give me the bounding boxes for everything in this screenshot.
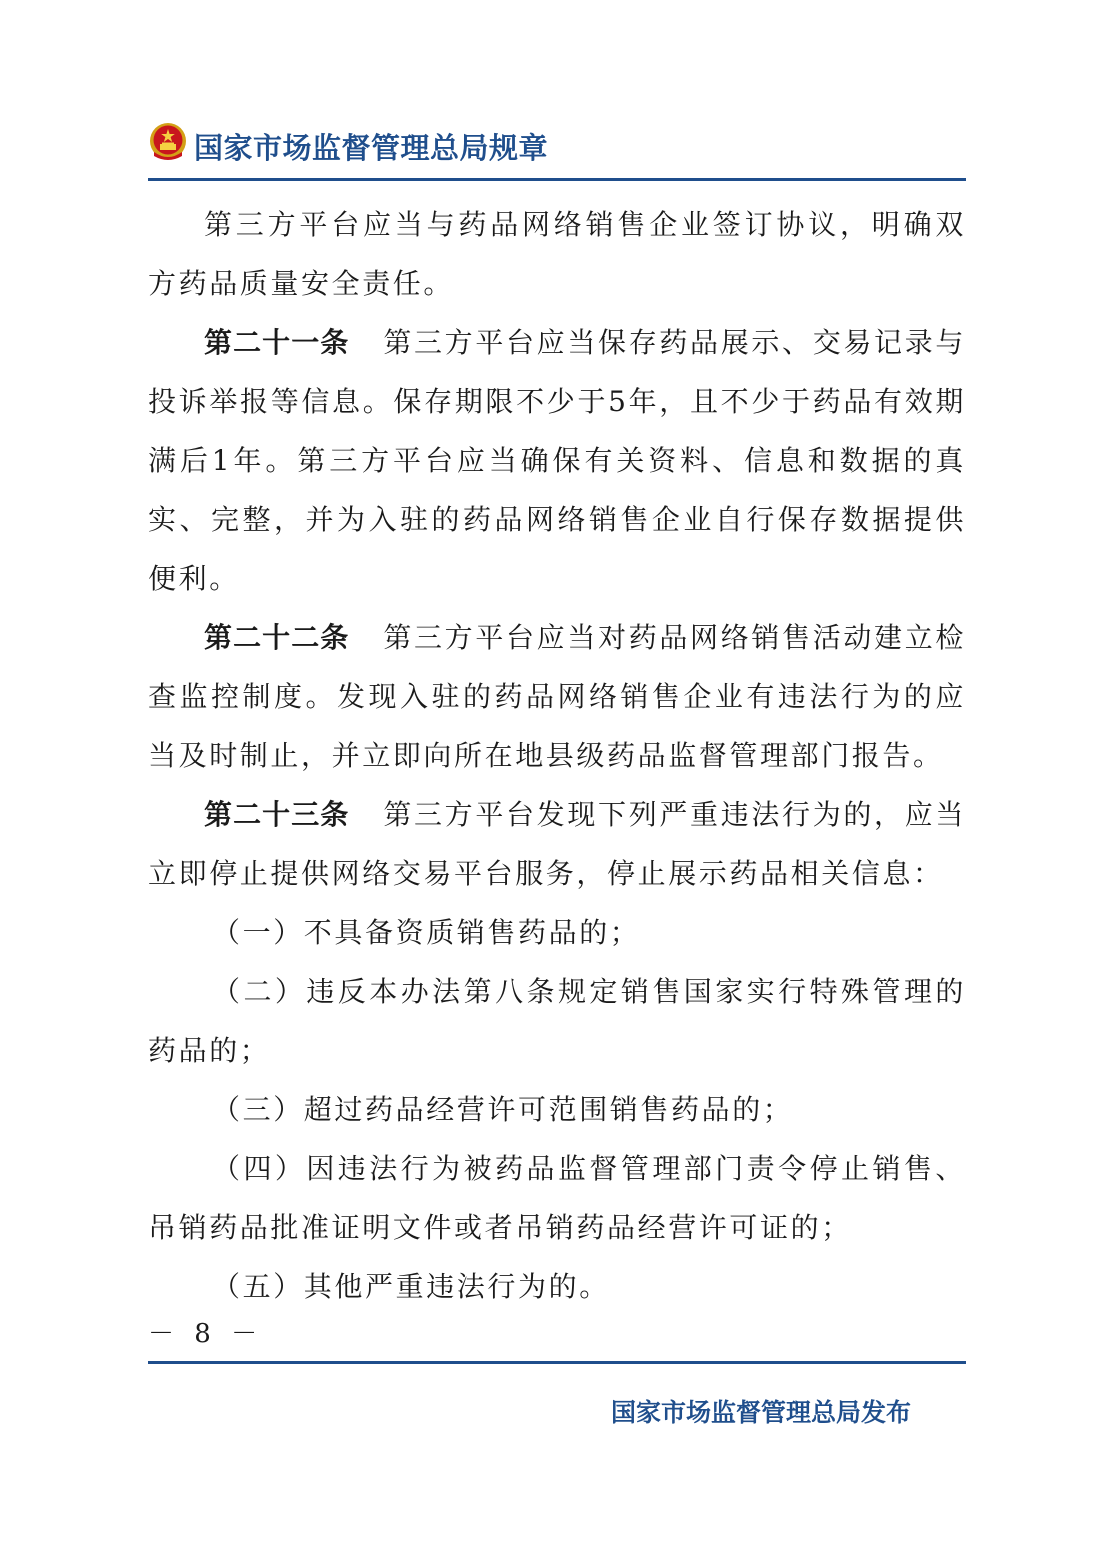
list-item-text: （五）其他严重违法行为的。 — [212, 1270, 610, 1303]
paragraph — [148, 195, 966, 313]
article-23 — [148, 785, 966, 903]
paragraph-text: 第三方平台应当与药品网络销售企业签订协议，明确双方药品质量安全责任。 — [148, 208, 966, 300]
article-21 — [148, 313, 966, 608]
list-item — [148, 1139, 966, 1257]
list-item-text: （一）不具备资质销售药品的； — [212, 916, 641, 949]
list-item-text: （三）超过药品经营许可范围销售药品的； — [212, 1093, 794, 1126]
national-emblem-icon — [148, 122, 188, 162]
list-item — [148, 1257, 966, 1316]
list-item — [148, 962, 966, 1080]
article-text: 第三方平台发现下列严重违法行为的，应当立即停止提供网络交易平台服务，停止展示药品相关信息： — [148, 798, 966, 890]
article-heading: 第二十二条 — [204, 621, 350, 654]
header-divider — [148, 178, 966, 181]
document-body — [148, 195, 966, 1316]
page-header — [148, 118, 966, 176]
article-heading: 第二十三条 — [204, 798, 350, 831]
list-item-text: （四）因违法行为被药品监督管理部门责令停止销售、吊销药品批准证明文件或者吊销药品经营许可证的； — [148, 1152, 966, 1244]
footer-divider — [148, 1361, 966, 1364]
list-item — [148, 903, 966, 962]
article-22 — [148, 608, 966, 785]
article-text: 第三方平台应当保存药品展示、交易记录与投诉举报等信息。保存期限不少于5年，且不少于药品有效期满后1年。第三方平台应当确保有关资料、信息和数据的真实、完整，并为入驻的药品网络销售企业自行保存数据提供便利。 — [148, 326, 966, 595]
list-item — [148, 1080, 966, 1139]
list-item-text: （二）违反本办法第八条规定销售国家实行特殊管理的药品的； — [148, 975, 966, 1067]
article-text: 第三方平台应当对药品网络销售活动建立检查监控制度。发现入驻的药品网络销售企业有违法行为的应当及时制止，并立即向所在地县级药品监督管理部门报告。 — [148, 621, 966, 772]
header-title: 国家市场监督管理总局规章 — [194, 131, 549, 165]
article-heading: 第二十一条 — [204, 326, 350, 359]
page-number: － 8 － — [148, 1319, 264, 1349]
footer-publisher: 国家市场监督管理总局发布 — [611, 1398, 912, 1427]
